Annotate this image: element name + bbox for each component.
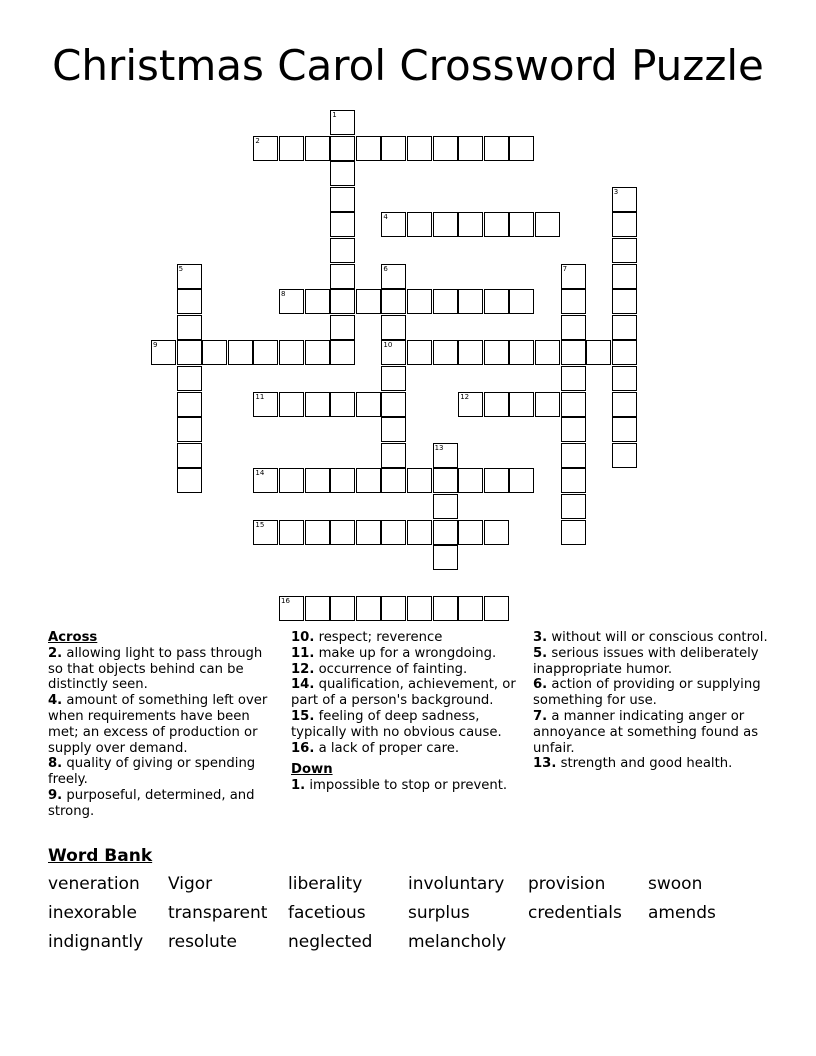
grid-cell[interactable] bbox=[612, 212, 637, 237]
grid-cell[interactable] bbox=[279, 289, 304, 314]
grid-cell[interactable] bbox=[484, 392, 509, 417]
grid-cell[interactable] bbox=[561, 417, 586, 442]
grid-cell[interactable] bbox=[612, 289, 637, 314]
clue-number: 15 bbox=[255, 520, 265, 529]
grid-cell[interactable] bbox=[228, 340, 253, 365]
grid-cell[interactable] bbox=[433, 212, 458, 237]
word-bank-word: indignantly bbox=[48, 932, 144, 952]
grid-cell[interactable] bbox=[356, 596, 381, 621]
clue-item bbox=[291, 741, 523, 757]
grid-cell[interactable] bbox=[561, 289, 586, 314]
grid-cell[interactable] bbox=[279, 596, 304, 621]
grid-cell[interactable] bbox=[151, 340, 176, 365]
clue-number: 12 bbox=[460, 392, 470, 401]
word-bank-word: resolute bbox=[168, 932, 237, 952]
grid-cell[interactable] bbox=[330, 392, 355, 417]
grid-cell[interactable] bbox=[177, 417, 202, 442]
clue-item bbox=[533, 646, 773, 678]
grid-cell[interactable] bbox=[305, 520, 330, 545]
grid-cell[interactable] bbox=[561, 520, 586, 545]
grid-cell[interactable] bbox=[381, 136, 406, 161]
grid-cell[interactable] bbox=[433, 443, 458, 468]
grid-cell[interactable] bbox=[177, 340, 202, 365]
down-clue-list bbox=[291, 778, 523, 794]
clue-item-text: strength and good health. bbox=[556, 756, 733, 772]
grid-cell[interactable] bbox=[177, 392, 202, 417]
grid-cell[interactable] bbox=[330, 289, 355, 314]
clue-item-number: 6. bbox=[533, 677, 548, 693]
clue-item-number: 2. bbox=[48, 645, 63, 661]
grid-cell[interactable] bbox=[458, 392, 483, 417]
grid-cell[interactable] bbox=[177, 264, 202, 289]
grid-cell[interactable] bbox=[509, 392, 534, 417]
grid-cell[interactable] bbox=[561, 315, 586, 340]
clue-item-number: 15. bbox=[291, 708, 315, 724]
grid-cell[interactable] bbox=[509, 136, 534, 161]
grid-cell[interactable] bbox=[381, 212, 406, 237]
grid-cell[interactable] bbox=[407, 212, 432, 237]
grid-cell[interactable] bbox=[433, 468, 458, 493]
grid-cell[interactable] bbox=[535, 340, 560, 365]
clue-item-text: qualification, achievement, or part of a person's background. bbox=[291, 677, 516, 709]
clue-item-text: make up for a wrongdoing. bbox=[314, 645, 497, 661]
grid-cell[interactable] bbox=[612, 238, 637, 263]
grid-cell[interactable] bbox=[433, 289, 458, 314]
across-clue-list bbox=[48, 646, 270, 820]
grid-cell[interactable] bbox=[433, 520, 458, 545]
clue-number: 11 bbox=[255, 392, 265, 401]
clue-item-text: serious issues with deliberately inappropriate humor. bbox=[533, 645, 759, 677]
grid-cell[interactable] bbox=[279, 392, 304, 417]
word-bank-word: involuntary bbox=[408, 874, 505, 894]
grid-cell[interactable] bbox=[509, 468, 534, 493]
grid-cell[interactable] bbox=[253, 136, 278, 161]
clue-item-text: quality of giving or spending freely. bbox=[48, 756, 256, 788]
grid-cell[interactable] bbox=[458, 136, 483, 161]
grid-cell[interactable] bbox=[305, 468, 330, 493]
grid-cell[interactable] bbox=[330, 212, 355, 237]
grid-cell[interactable] bbox=[381, 520, 406, 545]
grid-cell[interactable] bbox=[509, 212, 534, 237]
clue-item-text: purposeful, determined, and strong. bbox=[48, 787, 255, 819]
clue-item bbox=[48, 646, 270, 693]
grid-cell[interactable] bbox=[356, 392, 381, 417]
grid-cell[interactable] bbox=[305, 136, 330, 161]
grid-cell[interactable] bbox=[612, 315, 637, 340]
word-bank-word: credentials bbox=[528, 903, 622, 923]
clue-item bbox=[48, 788, 270, 820]
clue-number: 2 bbox=[255, 136, 260, 145]
word-bank bbox=[48, 872, 768, 954]
word-bank-word: facetious bbox=[288, 903, 366, 923]
clue-item bbox=[291, 709, 523, 741]
clue-number: 16 bbox=[281, 597, 290, 606]
grid-cell[interactable] bbox=[330, 596, 355, 621]
clue-item-number: 1. bbox=[291, 778, 306, 794]
grid-cell[interactable] bbox=[330, 468, 355, 493]
grid-cell[interactable] bbox=[612, 187, 637, 212]
clue-item-text: respect; reverence bbox=[314, 630, 443, 645]
grid-cell[interactable] bbox=[612, 392, 637, 417]
grid-cell[interactable] bbox=[407, 136, 432, 161]
clue-item-number: 8. bbox=[48, 756, 63, 772]
grid-cell[interactable] bbox=[305, 596, 330, 621]
clue-item-text: amount of something left over when requirements have been met; an excess of production or supply over demand. bbox=[48, 693, 268, 756]
grid-cell[interactable] bbox=[381, 366, 406, 391]
grid-cell[interactable] bbox=[484, 136, 509, 161]
grid-cell[interactable] bbox=[305, 289, 330, 314]
grid-cell[interactable] bbox=[177, 443, 202, 468]
grid-cell[interactable] bbox=[535, 392, 560, 417]
grid-cell[interactable] bbox=[330, 340, 355, 365]
clue-number: 4 bbox=[383, 213, 388, 222]
grid-cell[interactable] bbox=[177, 289, 202, 314]
grid-cell[interactable] bbox=[458, 520, 483, 545]
clue-number: 6 bbox=[383, 264, 388, 273]
grid-cell[interactable] bbox=[612, 264, 637, 289]
grid-cell[interactable] bbox=[305, 340, 330, 365]
across-clue-list-continued bbox=[291, 630, 523, 756]
clue-item bbox=[533, 677, 773, 709]
word-bank-word: veneration bbox=[48, 874, 140, 894]
grid-cell[interactable] bbox=[612, 340, 637, 365]
clue-number: 7 bbox=[562, 264, 568, 273]
clue-item bbox=[533, 756, 773, 772]
clue-item-text: allowing light to pass through so that objects behind can be distinctly seen. bbox=[48, 645, 263, 693]
grid-cell[interactable] bbox=[381, 596, 406, 621]
grid-cell[interactable] bbox=[509, 340, 534, 365]
word-bank-word: Vigor bbox=[168, 874, 213, 894]
word-bank-word: surplus bbox=[408, 903, 470, 923]
grid-cell[interactable] bbox=[407, 340, 432, 365]
grid-cell[interactable] bbox=[177, 366, 202, 391]
grid-cell[interactable] bbox=[253, 468, 278, 493]
grid-cell[interactable] bbox=[330, 187, 355, 212]
clue-item-number: 3. bbox=[533, 630, 548, 645]
grid-cell[interactable] bbox=[279, 468, 304, 493]
clue-item-number: 5. bbox=[533, 645, 548, 661]
clue-item-text: feeling of deep sadness, typically with no obvious cause. bbox=[291, 708, 502, 740]
grid-cell[interactable] bbox=[612, 443, 637, 468]
clue-item-number: 16. bbox=[291, 740, 315, 756]
grid-cell[interactable] bbox=[356, 468, 381, 493]
down-heading: Down bbox=[291, 762, 333, 778]
grid-cell[interactable] bbox=[458, 596, 483, 621]
grid-cell[interactable] bbox=[612, 366, 637, 391]
clue-item-number: 7. bbox=[533, 708, 548, 724]
grid-cell[interactable] bbox=[433, 494, 458, 519]
clue-item-text: occurrence of fainting. bbox=[314, 661, 468, 677]
grid-cell[interactable] bbox=[484, 340, 509, 365]
grid-cell[interactable] bbox=[458, 289, 483, 314]
page-title: Christmas Carol Crossword Puzzle bbox=[52, 41, 764, 90]
grid-cell[interactable] bbox=[561, 340, 586, 365]
across-heading: Across bbox=[48, 630, 98, 645]
grid-cell[interactable] bbox=[330, 264, 355, 289]
grid-cell[interactable] bbox=[279, 340, 304, 365]
clue-item-number: 11. bbox=[291, 645, 315, 661]
word-bank-title: Word Bank bbox=[48, 846, 153, 866]
clue-item-number: 14. bbox=[291, 677, 315, 693]
grid-cell[interactable] bbox=[458, 212, 483, 237]
down-clue-list-continued bbox=[533, 630, 773, 772]
grid-cell[interactable] bbox=[330, 136, 355, 161]
grid-cell[interactable] bbox=[381, 315, 406, 340]
clues-column-3 bbox=[533, 630, 773, 772]
grid-cell[interactable] bbox=[433, 596, 458, 621]
grid-cell[interactable] bbox=[202, 340, 227, 365]
word-bank-word: transparent bbox=[168, 903, 268, 923]
clue-item-text: a lack of proper care. bbox=[314, 740, 460, 756]
clue-number: 9 bbox=[153, 341, 158, 350]
clue-item bbox=[291, 630, 523, 646]
word-bank-word: provision bbox=[528, 874, 606, 894]
grid-cell[interactable] bbox=[561, 443, 586, 468]
clue-item bbox=[291, 677, 523, 709]
clue-number: 8 bbox=[281, 290, 286, 299]
grid-cell[interactable] bbox=[561, 392, 586, 417]
grid-cell[interactable] bbox=[279, 136, 304, 161]
grid-cell[interactable] bbox=[561, 468, 586, 493]
grid-cell[interactable] bbox=[279, 520, 304, 545]
grid-cell[interactable] bbox=[356, 289, 381, 314]
grid-cell[interactable] bbox=[253, 340, 278, 365]
grid-cell[interactable] bbox=[253, 520, 278, 545]
grid-cell[interactable] bbox=[330, 161, 355, 186]
clue-number: 1 bbox=[332, 111, 337, 119]
clue-number: 3 bbox=[613, 187, 619, 196]
clue-number: 10 bbox=[383, 341, 393, 350]
word-bank-word: swoon bbox=[648, 874, 703, 894]
grid-cell[interactable] bbox=[484, 468, 509, 493]
grid-cell[interactable] bbox=[458, 468, 483, 493]
clue-item bbox=[291, 778, 523, 794]
clue-number: 14 bbox=[255, 469, 265, 478]
grid-cell[interactable] bbox=[381, 443, 406, 468]
grid-cell[interactable] bbox=[253, 392, 278, 417]
grid-cell[interactable] bbox=[433, 136, 458, 161]
clue-item-number: 13. bbox=[533, 756, 557, 772]
grid-cell[interactable] bbox=[433, 340, 458, 365]
grid-cell[interactable] bbox=[330, 238, 355, 263]
grid-cell[interactable] bbox=[509, 289, 534, 314]
clues-column-2 bbox=[291, 630, 523, 794]
word-bank-word: melancholy bbox=[408, 932, 507, 952]
clue-item-text: without will or conscious control. bbox=[547, 630, 768, 645]
clue-item-text: action of providing or supplying something for use. bbox=[533, 677, 761, 709]
grid-cell[interactable] bbox=[356, 520, 381, 545]
word-bank-word: liberality bbox=[288, 874, 363, 894]
grid-cell[interactable] bbox=[484, 289, 509, 314]
clue-item-number: 4. bbox=[48, 693, 63, 709]
grid-cell[interactable] bbox=[484, 596, 509, 621]
grid-cell[interactable] bbox=[330, 520, 355, 545]
grid-cell[interactable] bbox=[177, 315, 202, 340]
grid-cell[interactable] bbox=[177, 468, 202, 493]
grid-cell[interactable] bbox=[535, 212, 560, 237]
word-bank-word: amends bbox=[648, 903, 716, 923]
grid-cell[interactable] bbox=[330, 315, 355, 340]
clue-item-text: a manner indicating anger or annoyance at something found as unfair. bbox=[533, 708, 759, 756]
clue-number: 5 bbox=[178, 264, 184, 273]
clue-item bbox=[291, 646, 523, 662]
clue-item bbox=[533, 709, 773, 756]
grid-cell[interactable] bbox=[356, 136, 381, 161]
grid-cell[interactable] bbox=[561, 494, 586, 519]
clue-item-number: 10. bbox=[291, 630, 315, 645]
grid-cell[interactable] bbox=[458, 340, 483, 365]
grid-cell[interactable] bbox=[381, 417, 406, 442]
clue-item bbox=[533, 630, 773, 646]
grid-cell[interactable] bbox=[612, 417, 637, 442]
grid-cell[interactable] bbox=[407, 520, 432, 545]
grid-cell[interactable] bbox=[484, 520, 509, 545]
clue-number: 13 bbox=[434, 443, 444, 452]
grid-cell[interactable] bbox=[407, 468, 432, 493]
grid-cell[interactable] bbox=[407, 596, 432, 621]
grid-cell[interactable] bbox=[407, 289, 432, 314]
grid-cell[interactable] bbox=[330, 110, 355, 135]
grid-cell[interactable] bbox=[484, 212, 509, 237]
clues-column-1 bbox=[48, 630, 270, 820]
grid-cell[interactable] bbox=[381, 264, 406, 289]
grid-cell[interactable] bbox=[381, 392, 406, 417]
clue-item-number: 12. bbox=[291, 661, 315, 677]
clue-item bbox=[291, 662, 523, 678]
clue-item-number: 9. bbox=[48, 787, 63, 803]
grid-cell[interactable] bbox=[381, 468, 406, 493]
grid-cell[interactable] bbox=[305, 392, 330, 417]
grid-cell[interactable] bbox=[381, 289, 406, 314]
grid-cell[interactable] bbox=[381, 340, 406, 365]
grid-cell[interactable] bbox=[586, 340, 611, 365]
grid-cell[interactable] bbox=[561, 366, 586, 391]
grid-cell[interactable] bbox=[433, 545, 458, 570]
clue-item-text: impossible to stop or prevent. bbox=[305, 778, 508, 794]
word-bank-word: inexorable bbox=[48, 903, 137, 923]
word-bank-word: neglected bbox=[288, 932, 373, 952]
grid-cell[interactable] bbox=[561, 264, 586, 289]
clue-item bbox=[48, 693, 270, 756]
clue-item bbox=[48, 756, 270, 788]
